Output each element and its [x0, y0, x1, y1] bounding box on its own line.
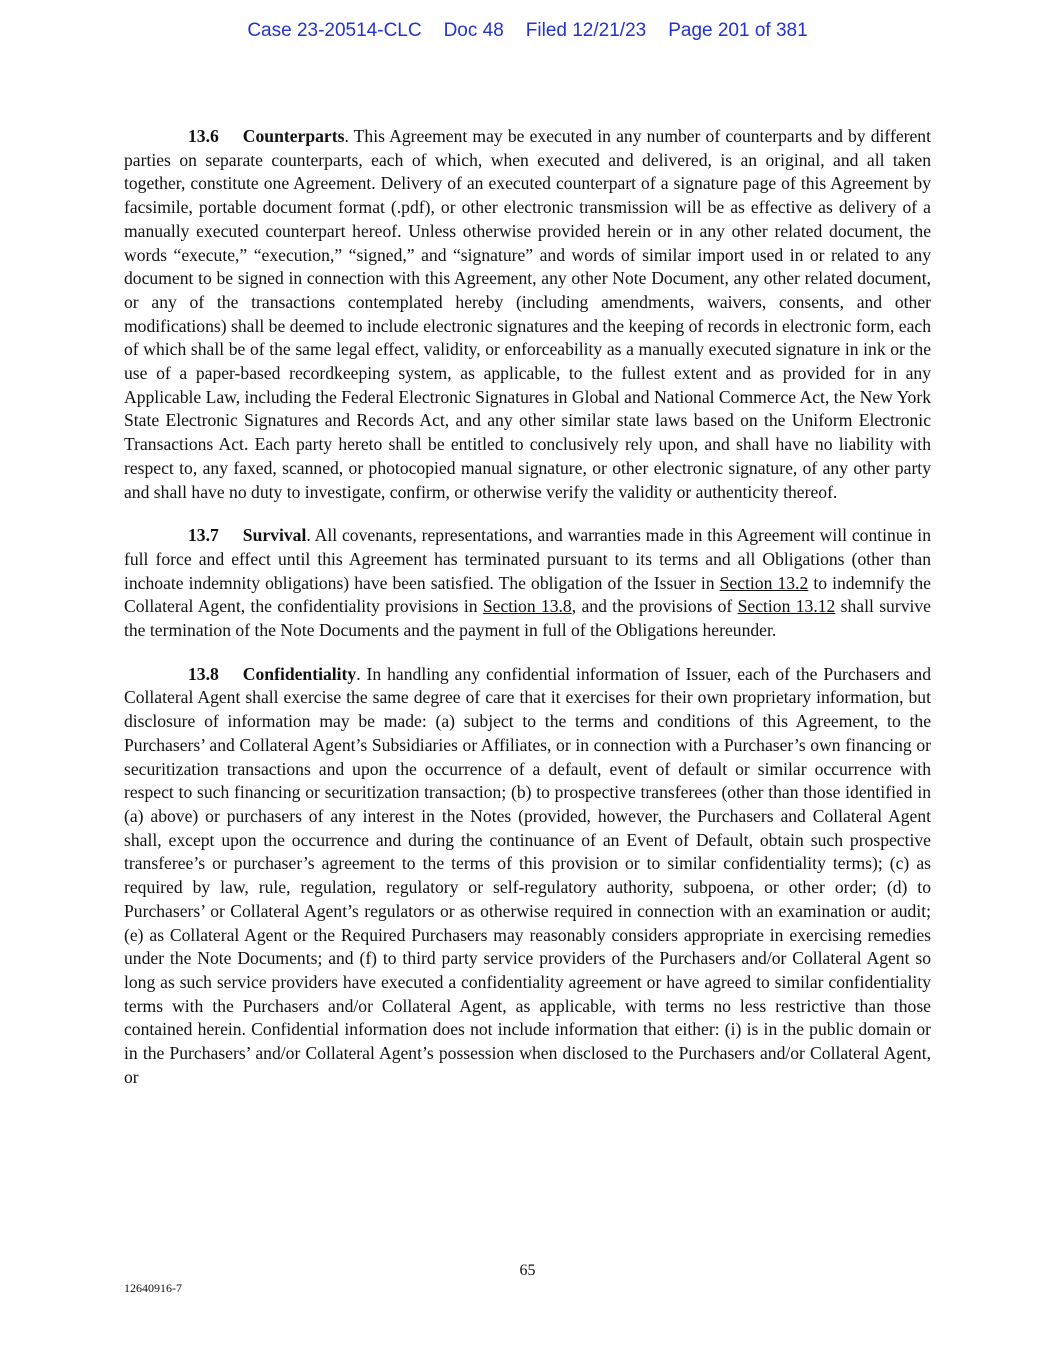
page-number: 65 — [519, 1262, 536, 1279]
section-text: . This Agreement may be executed in any number of counterparts and by different parties on separate counterparts, each of which, when executed and delivered, is an original, and all taken together, constitute one Agreement. Delivery of an executed counterpart of a signature page of this Agreement by facsimile, portable document format (.pdf), or other electronic transmission will be as effective as delivery of a manually executed counterpart hereof. Unless otherwise provided herein or in any other related document, the words “execute,” “execution,” “signed,” and “signature” and words of similar import used in or related to any document to be signed in connection with this Agreement, any other Note Document, any other related document, or any of the transactions contemplated hereby (including amendments, waivers, consents, and other modifications) shall be deemed to include electronic signatures and the keeping of records in electronic form, each of which shall be of the same legal effect, validity, or enforceability as a manually executed signature in ink or the use of a paper-based recordkeeping system, as applicable, to the fullest extent and as provided for in any Applicable Law, including the Federal Electronic Signatures in Global and National Commerce Act, the New York State Electronic Signatures and Records Act, and any other similar state laws based on the Uniform Electronic Transactions Act. Each party hereto shall be entitled to conclusively rely upon, and shall have no liability with respect to, any faxed, scanned, or photocopied manual signature, or other electronic signature, of any other party and shall have no duty to investigate, confirm, or otherwise verify the validity or authenticity thereof. — [124, 126, 931, 502]
section-13-7 — [124, 524, 931, 643]
section-reference: Section 13.8 — [482, 596, 572, 617]
section-reference: Section 13.2 — [719, 572, 809, 593]
section-13-6 — [124, 125, 931, 504]
document-id: 12640916-7 — [124, 1281, 182, 1295]
section-text: . In handling any confidential information of Issuer, each of the Purchasers and Collateral Agent shall exercise the same degree of care that it exercises for their own proprietary information, but disclosure of information may be made: (a) subject to the terms and conditions of this Agreement, to the Purchasers’ and Collateral Agent’s Subsidiaries or Affiliates, or in connection with a Purchaser’s own financing or securitization transactions and upon the occurrence of a default, event of default or similar occurrence with respect to such financing or securitization transaction; (b) to prospective transferees (other than those identified in (a) above) or purchasers of any interest in the Notes (provided, however, the Purchasers and Collateral Agent shall, except upon the occurrence and during the continuance of an Event of Default, obtain such prospective transferee’s or purchaser’s agreement to the terms of this provision or to similar confidentiality terms); (c) as required by law, rule, regulation, regulatory or self-regulatory authority, subpoena, or other order; (d) to Purchasers’ or Collateral Agent’s regulators or as otherwise required in connection with an examination or audit; (e) as Collateral Agent or the Required Purchasers may reasonably considers appropriate in exercising remedies under the Note Documents; and (f) to third party service providers of the Purchasers and/or Collateral Agent so long as such service providers have executed a confidentiality agreement or have agreed to similar confidentiality terms with the Purchasers and/or Collateral Agent, as applicable, with terms no less restrictive than those contained herein. Confidential information does not include information that either: (i) is in the public domain or in the Purchasers’ and/or Collateral Agent’s possession when disclosed to the Purchasers and/or Collateral Agent, or — [124, 663, 931, 1087]
section-number: 13.6 — [188, 126, 219, 146]
section-title: Survival — [242, 525, 307, 546]
section-title: Counterparts — [242, 126, 345, 146]
case-number: Case 23-20514-CLC — [247, 20, 422, 41]
section-text: , and the provisions of — [571, 596, 738, 617]
section-text: to indemnify the Collateral Agent, the confidentiality provisions in — [124, 572, 931, 617]
case-header — [0, 20, 1055, 42]
section-number: 13.7 — [188, 525, 219, 546]
section-text: . All covenants, representations, and warranties made in this Agreement will continue in full force and effect until this Agreement has terminated pursuant to its terms and all Obligations (other than inchoate indemnity obligations) have been satisfied. The obligation of the Issuer in — [124, 525, 931, 593]
section-13-8 — [124, 663, 931, 1090]
page-of-total: Page 201 of 381 — [668, 20, 808, 41]
document-body — [124, 125, 931, 1109]
doc-number: Doc 48 — [443, 20, 504, 41]
section-reference: Section 13.12 — [737, 596, 836, 617]
section-text: shall survive the termination of the Note Documents and the payment in full of the Obligations hereunder. — [124, 596, 931, 641]
section-title: Confidentiality — [242, 663, 357, 684]
section-number: 13.8 — [188, 663, 219, 684]
filed-date: Filed 12/21/23 — [525, 20, 647, 41]
